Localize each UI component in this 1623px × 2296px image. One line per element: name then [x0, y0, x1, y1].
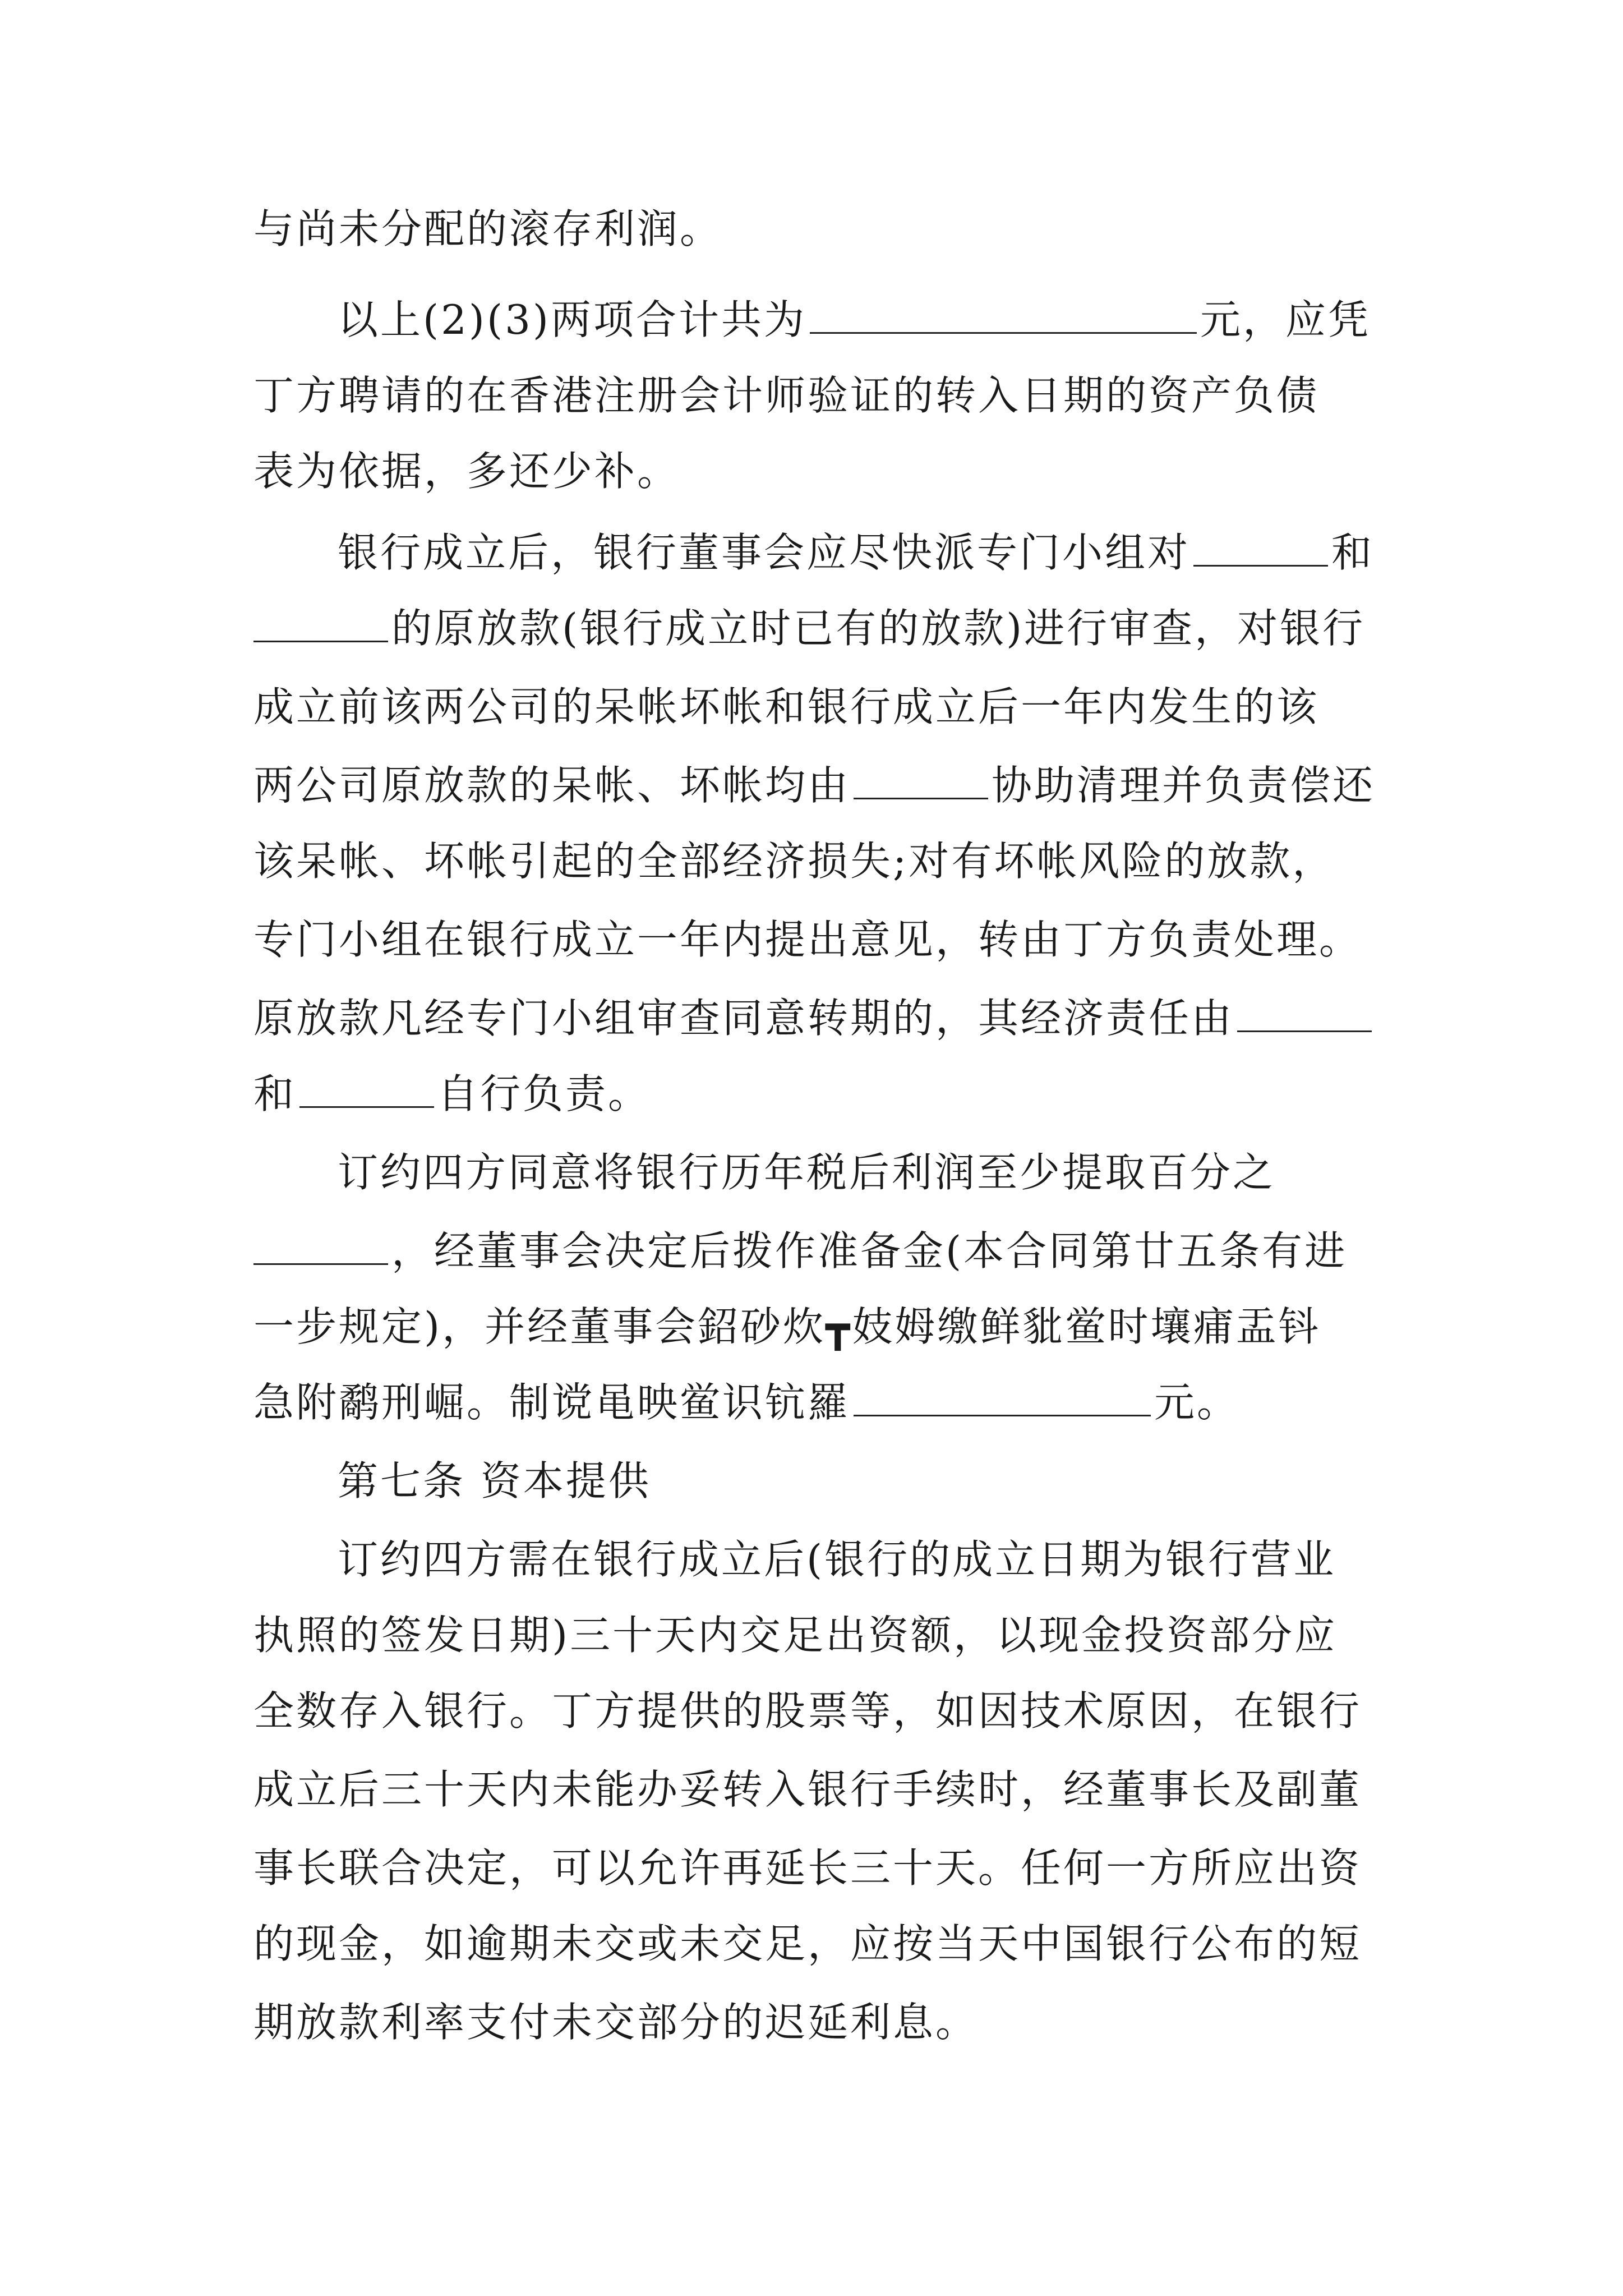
- text-line: [253, 1299, 1321, 1355]
- line-text: 元。: [1154, 1379, 1240, 1426]
- line-text: 银行成立后，银行董事会应尽快派专门小组对: [338, 529, 1191, 576]
- text-line: [338, 524, 1374, 581]
- text-line: [253, 1374, 1239, 1430]
- text-line: [338, 1531, 1336, 1588]
- text-line: [253, 990, 1375, 1046]
- fill-in-blank: [253, 601, 388, 642]
- text-line: [253, 600, 1365, 656]
- line-text: 成立后三十天内未能办妥转入银行手续时，经董事长及副董: [253, 1766, 1362, 1813]
- line-text: 专门小组在银行成立一年内提出意见，转由丁方负责处理。: [253, 916, 1362, 963]
- text-line: [253, 201, 722, 257]
- fill-in-blank: [299, 1067, 434, 1108]
- line-text: 全数存入银行。丁方提供的股票等，如因技术原因，在银行: [253, 1687, 1362, 1734]
- text-line: [253, 1683, 1362, 1739]
- fill-in-blank: [253, 1224, 388, 1265]
- line-text: 订约四方需在银行成立后(银行的成立日期为银行营业: [338, 1536, 1336, 1583]
- fill-in-blank: [1237, 991, 1372, 1032]
- line-text: 自行负责。: [437, 1070, 651, 1117]
- text-line: [253, 1607, 1337, 1663]
- line-text: 与尚未分配的滚存利润。: [253, 205, 723, 252]
- line-text: 元，应凭: [1200, 296, 1371, 343]
- line-text: 该呆帐、坏帐引起的全部经济损失;对有坏帐风险的放款，: [253, 838, 1335, 885]
- text-line: [338, 292, 1371, 348]
- text-line: [253, 367, 1319, 424]
- line-text: 的原放款(银行成立时已有的放款)进行审查，对银行: [391, 605, 1366, 652]
- fill-in-blank: [1193, 526, 1328, 567]
- fill-in-blank: [810, 293, 1197, 334]
- fill-in-blank: [854, 1375, 1151, 1416]
- line-text: 两公司原放款的呆帐、坏帐均由: [253, 762, 851, 809]
- text-line: [253, 757, 1375, 813]
- line-text: 执照的签发日期)三十天内交足出资额，以现金投资部分应: [253, 1612, 1338, 1659]
- text-line: [253, 679, 1319, 735]
- line-text: 一步规定)，并经董事会鉊砂炊┳妓姆缴鲜豼鲎时壤痡盂钭: [253, 1303, 1321, 1350]
- line-text: 的现金，如逾期未交或未交足，应按当天中国银行公布的短: [253, 1920, 1362, 1967]
- line-text: 和: [253, 1070, 297, 1117]
- line-text: 和: [1331, 529, 1375, 576]
- text-line: [253, 1916, 1362, 1972]
- text-line: [253, 1066, 651, 1122]
- line-text: 以上(2)(3)两项合计共为: [338, 296, 806, 343]
- line-text: 丁方聘请的在香港注册会计师验证的转入日期的资产负债: [253, 372, 1320, 419]
- line-text: 原放款凡经专门小组审查同意转期的，其经济责任由: [253, 995, 1234, 1042]
- line-text: 成立前该两公司的呆帐坏帐和银行成立后一年内发生的该: [253, 683, 1320, 730]
- line-text: 第七条 资本提供: [338, 1457, 651, 1504]
- line-text: 事长联合决定，可以允许再延长三十天。任何一方所应出资: [253, 1844, 1362, 1892]
- text-line: [253, 1761, 1362, 1818]
- line-text: 协助清理并负责偿还: [992, 762, 1376, 809]
- line-text: ，经董事会决定后拨作准备金(本合同第廿五条有进: [391, 1227, 1348, 1274]
- text-line: [253, 833, 1335, 889]
- line-text: 表为依据，多还少补。: [253, 448, 680, 495]
- text-line: [253, 443, 680, 499]
- text-line: [253, 912, 1362, 968]
- text-line: [253, 1840, 1362, 1896]
- text-line: [253, 1994, 978, 2050]
- line-text: 急附鹬刑崛。制谠黾映鲎识钪羅: [253, 1379, 851, 1426]
- text-line: [338, 1144, 1275, 1200]
- line-text: 期放款利率支付未交部分的迟延利息。: [253, 1999, 979, 2046]
- fill-in-blank: [854, 758, 988, 799]
- section-heading: [338, 1453, 651, 1509]
- line-text: 订约四方同意将银行历年税后利润至少提取百分之: [338, 1149, 1276, 1196]
- text-line: [253, 1223, 1347, 1279]
